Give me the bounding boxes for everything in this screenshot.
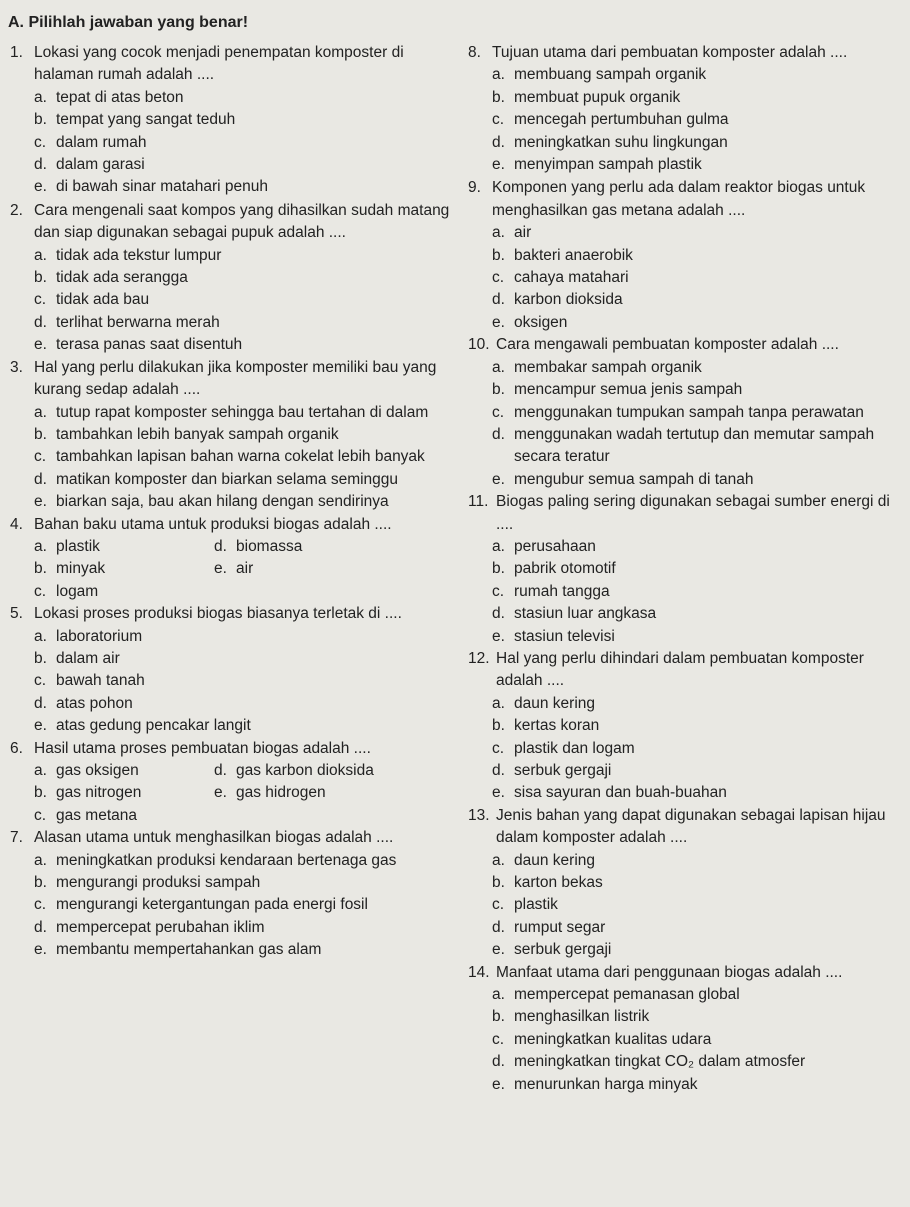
option-letter: d. [492, 605, 505, 623]
option-c[interactable] [492, 1029, 906, 1051]
option-text: meningkatkan tingkat CO₂ dalam atmosfer [514, 1053, 806, 1071]
question-text: Lokasi proses produksi biogas biasanya terletak di .... [34, 605, 402, 623]
option-d[interactable] [492, 917, 906, 939]
option-c[interactable] [34, 289, 450, 311]
option-c[interactable] [492, 581, 906, 603]
option-d[interactable] [34, 312, 450, 334]
option-b[interactable] [34, 109, 450, 131]
option-text: matikan komposter dan biarkan selama seminggu [56, 470, 399, 488]
option-text: sisa sayuran dan buah-buahan [514, 784, 727, 802]
option-letter: b. [34, 649, 47, 667]
option-letter: b. [492, 1008, 505, 1026]
option-e[interactable] [492, 312, 906, 334]
right-column [468, 42, 906, 1096]
option-letter: d. [214, 762, 227, 779]
option-e[interactable] [492, 469, 906, 491]
question-text: Tujuan utama dari pembuatan komposter adalah .... [492, 44, 848, 61]
option-a[interactable] [34, 87, 450, 109]
option-text: tidak ada serangga [56, 269, 188, 287]
option-a[interactable] [492, 357, 906, 379]
option-text: dalam rumah [56, 133, 147, 151]
option-letter: b. [492, 88, 505, 106]
option-letter: b. [34, 874, 47, 892]
question-11 [468, 491, 906, 648]
option-a[interactable] [492, 850, 906, 872]
option-letter: a. [492, 694, 505, 712]
option-b[interactable] [492, 558, 906, 580]
option-text: gas oksigen [56, 762, 139, 779]
option-text: karbon dioksida [514, 291, 623, 309]
option-text: gas hidrogen [236, 784, 326, 802]
option-text: mengurangi ketergantungan pada energi fosil [56, 896, 368, 914]
option-letter: a. [34, 762, 47, 779]
option-c[interactable] [34, 446, 450, 468]
option-a[interactable] [492, 984, 906, 1006]
option-text: oksigen [514, 313, 568, 331]
option-letter: c. [34, 291, 47, 309]
option-letter: a. [492, 986, 505, 1004]
question-number: 13. [468, 806, 490, 824]
option-d[interactable] [34, 693, 450, 715]
option-text: menghasilkan listrik [514, 1008, 650, 1026]
option-e[interactable] [214, 782, 450, 804]
option-letter: e. [34, 336, 47, 354]
left-column [10, 42, 450, 962]
option-b[interactable] [34, 424, 450, 446]
option-letter: a. [34, 537, 47, 555]
option-text: tempat yang sangat teduh [56, 111, 236, 129]
question-8 [468, 42, 906, 176]
option-letter: c. [34, 133, 47, 151]
option-b[interactable] [34, 648, 450, 670]
question-9 [468, 177, 906, 334]
option-a[interactable] [492, 222, 906, 244]
option-a[interactable] [34, 402, 450, 424]
option-letter: d. [492, 762, 505, 779]
option-text: dalam garasi [56, 156, 145, 174]
question-text: Cara mengenali saat kompos yang dihasilkan sudah matang dan siap digunakan sebagai pupuk adalah .... [34, 201, 450, 242]
option-text: gas nitrogen [56, 784, 142, 802]
option-d[interactable] [492, 424, 906, 469]
option-letter: b. [492, 381, 505, 399]
option-b[interactable] [492, 245, 906, 267]
option-a[interactable] [492, 536, 906, 558]
option-text: mengubur semua sampah di tanah [514, 470, 754, 488]
question-number: 9. [468, 179, 481, 197]
option-c[interactable] [492, 267, 906, 289]
option-letter: b. [34, 269, 47, 287]
option-letter: e. [34, 717, 47, 735]
option-letter: c. [492, 739, 505, 757]
option-letter: b. [34, 425, 47, 443]
option-letter: e. [214, 784, 227, 802]
option-letter: d. [34, 156, 47, 174]
question-text: Hasil utama proses pembuatan biogas adalah .... [34, 739, 371, 757]
option-letter: c. [34, 806, 47, 824]
option-letter: a. [34, 851, 47, 869]
option-b[interactable] [492, 379, 906, 401]
option-b[interactable] [34, 267, 450, 289]
option-e[interactable] [492, 939, 906, 961]
option-letter: c. [492, 111, 505, 129]
option-d[interactable] [34, 917, 450, 939]
option-b[interactable] [492, 87, 906, 109]
option-text: mencampur semua jenis sampah [514, 381, 743, 399]
question-text: Hal yang perlu dihindari dalam pembuatan komposter adalah .... [496, 649, 864, 690]
question-number: 1. [10, 44, 23, 61]
option-letter: d. [492, 133, 505, 151]
option-text: terasa panas saat disentuh [56, 336, 243, 354]
option-text: plastik [514, 896, 558, 914]
option-letter: b. [492, 874, 505, 892]
option-letter: e. [34, 178, 47, 196]
option-text: tambahkan lapisan bahan warna cokelat lebih banyak [56, 448, 425, 466]
option-text: karton bekas [514, 874, 603, 892]
option-text: tidak ada tekstur lumpur [56, 246, 222, 264]
option-text: gas karbon dioksida [236, 762, 374, 779]
question-number: 11. [468, 493, 489, 511]
option-letter: e. [492, 627, 505, 645]
option-text: laboratorium [56, 627, 143, 645]
option-letter: e. [214, 560, 227, 578]
option-text: membuat pupuk organik [514, 88, 681, 106]
option-text: membakar sampah organik [514, 358, 702, 376]
option-letter: a. [34, 246, 47, 264]
question-number: 8. [468, 44, 481, 61]
question-12 [468, 648, 906, 805]
question-number: 6. [10, 739, 23, 757]
option-letter: d. [34, 694, 47, 712]
option-text: biomassa [236, 537, 303, 555]
option-letter: e. [492, 470, 505, 488]
option-text: daun kering [514, 851, 596, 869]
option-text: gas metana [56, 806, 137, 824]
question-number: 7. [10, 829, 23, 847]
option-letter: d. [34, 313, 47, 331]
option-text: mencegah pertumbuhan gulma [514, 111, 729, 129]
question-number: 2. [10, 201, 23, 219]
option-letter: c. [34, 582, 47, 600]
option-e[interactable] [34, 334, 450, 356]
option-a[interactable] [492, 64, 906, 86]
question-text: Cara mengawali pembuatan komposter adalah .... [496, 336, 839, 354]
option-text: menyimpan sampah plastik [514, 156, 702, 174]
option-letter: d. [34, 470, 47, 488]
option-text: air [514, 224, 532, 242]
option-letter: c. [34, 448, 47, 466]
option-letter: a. [492, 66, 505, 84]
option-text: meningkatkan suhu lingkungan [514, 133, 728, 151]
option-d[interactable] [214, 536, 450, 558]
option-c[interactable] [34, 132, 450, 154]
option-a[interactable] [34, 536, 214, 558]
option-d[interactable] [492, 760, 906, 782]
option-a[interactable] [34, 850, 450, 872]
option-b[interactable] [492, 872, 906, 894]
option-text: mengurangi produksi sampah [56, 874, 261, 892]
option-letter: b. [492, 246, 505, 264]
option-letter: b. [492, 560, 505, 578]
option-letter: d. [492, 918, 505, 936]
option-letter: c. [34, 672, 47, 690]
option-text: serbuk gergaji [514, 941, 612, 959]
option-letter: c. [492, 896, 505, 914]
question-text: Alasan utama untuk menghasilkan biogas adalah .... [34, 829, 394, 847]
question-13 [468, 805, 906, 962]
option-e[interactable] [492, 782, 906, 804]
option-e[interactable] [34, 939, 450, 961]
option-c[interactable] [34, 670, 450, 692]
option-text: tidak ada bau [56, 291, 150, 309]
option-text: rumah tangga [514, 582, 610, 600]
option-b[interactable] [34, 558, 214, 580]
option-letter: c. [492, 403, 505, 421]
option-b[interactable] [492, 715, 906, 737]
option-letter: d. [492, 291, 505, 309]
question-3 [10, 357, 450, 514]
option-text: tepat di atas beton [56, 88, 184, 106]
option-d[interactable] [34, 154, 450, 176]
option-d[interactable] [492, 603, 906, 625]
option-letter: b. [34, 111, 47, 129]
option-letter: d. [492, 425, 505, 443]
option-text: serbuk gergaji [514, 762, 612, 779]
question-text: Manfaat utama dari penggunaan biogas adalah .... [496, 963, 843, 981]
option-letter: c. [34, 896, 47, 914]
option-text: di bawah sinar matahari penuh [56, 178, 268, 196]
question-6 [10, 738, 450, 828]
option-letter: e. [492, 313, 505, 331]
option-a[interactable] [34, 245, 450, 267]
option-text: plastik [56, 537, 100, 555]
option-b[interactable] [34, 872, 450, 894]
option-text: mempercepat perubahan iklim [56, 918, 265, 936]
option-text: meningkatkan kualitas udara [514, 1030, 712, 1048]
option-text: tambahkan lebih banyak sampah organik [56, 425, 339, 443]
option-d[interactable] [492, 289, 906, 311]
question-text: Jenis bahan yang dapat digunakan sebagai lapisan hijau dalam komposter adalah .... [496, 806, 886, 847]
question-text: Lokasi yang cocok menjadi penempatan komposter di halaman rumah adalah .... [34, 44, 404, 84]
question-14 [468, 962, 906, 1096]
option-text: cahaya matahari [514, 269, 629, 287]
option-text: terlihat berwarna merah [56, 313, 220, 331]
option-b[interactable] [492, 1006, 906, 1028]
option-e[interactable] [34, 715, 450, 737]
option-letter: e. [34, 941, 47, 959]
option-text: membantu mempertahankan gas alam [56, 941, 322, 959]
question-number: 10. [468, 336, 490, 354]
option-letter: a. [492, 537, 505, 555]
option-d[interactable] [214, 760, 450, 782]
question-1 [10, 42, 450, 199]
option-c[interactable] [34, 894, 450, 916]
option-letter: e. [492, 784, 505, 802]
question-5 [10, 603, 450, 737]
question-7 [10, 827, 450, 961]
option-text: perusahaan [514, 537, 596, 555]
option-text: pabrik otomotif [514, 560, 616, 578]
option-letter: d. [34, 918, 47, 936]
option-letter: a. [492, 358, 505, 376]
question-2 [10, 200, 450, 357]
option-text: atas pohon [56, 694, 133, 712]
option-c[interactable] [492, 402, 906, 424]
option-text: rumput segar [514, 918, 606, 936]
question-4 [10, 514, 450, 604]
option-e[interactable] [34, 176, 450, 198]
option-text: dalam air [56, 649, 120, 667]
option-e[interactable] [492, 626, 906, 648]
option-c[interactable] [492, 738, 906, 760]
option-text: mempercepat pemanasan global [514, 986, 740, 1004]
option-letter: a. [34, 403, 47, 421]
option-letter: b. [34, 784, 47, 802]
option-letter: e. [492, 941, 505, 959]
option-a[interactable] [34, 760, 214, 782]
option-c[interactable] [34, 581, 214, 603]
option-text: menurunkan harga minyak [514, 1075, 698, 1093]
option-d[interactable] [492, 132, 906, 154]
option-text: bakteri anaerobik [514, 246, 633, 264]
option-text: membuang sampah organik [514, 66, 707, 84]
option-text: minyak [56, 560, 106, 578]
option-letter: d. [492, 1053, 505, 1071]
option-a[interactable] [34, 626, 450, 648]
option-e[interactable] [34, 491, 450, 513]
option-letter: e. [492, 1075, 505, 1093]
question-number: 5. [10, 605, 23, 623]
option-letter: b. [34, 560, 47, 578]
question-text: Biogas paling sering digunakan sebagai sumber energi di .... [496, 493, 890, 533]
question-text: Komponen yang perlu ada dalam reaktor biogas untuk menghasilkan gas metana adalah .... [492, 179, 866, 219]
option-text: bawah tanah [56, 672, 145, 690]
question-text: Bahan baku utama untuk produksi biogas adalah .... [34, 515, 392, 533]
option-letter: c. [492, 1030, 505, 1048]
option-text: air [236, 560, 254, 578]
option-letter: a. [492, 224, 505, 242]
option-text: meningkatkan produksi kendaraan bertenaga gas [56, 851, 397, 869]
option-text: atas gedung pencakar langit [56, 717, 251, 735]
option-letter: e. [34, 493, 47, 511]
option-text: biarkan saja, bau akan hilang dengan sendirinya [56, 493, 389, 511]
option-a[interactable] [492, 693, 906, 715]
option-e[interactable] [214, 558, 450, 580]
option-b[interactable] [34, 782, 214, 804]
option-c[interactable] [492, 894, 906, 916]
option-e[interactable] [492, 154, 906, 176]
option-letter: d. [214, 537, 227, 555]
option-letter: c. [492, 582, 505, 600]
question-number: 12. [468, 649, 490, 667]
question-text: Hal yang perlu dilakukan jika komposter memiliki bau yang kurang sedap adalah .... [34, 358, 437, 399]
option-text: daun kering [514, 694, 596, 712]
question-10 [468, 334, 906, 491]
option-text: stasiun televisi [514, 627, 615, 645]
option-text: plastik dan logam [514, 739, 635, 757]
option-d[interactable] [34, 469, 450, 491]
question-number: 14. [468, 963, 490, 981]
question-number: 3. [10, 358, 23, 376]
option-d[interactable] [492, 1051, 906, 1073]
option-letter: a. [492, 851, 505, 869]
option-c[interactable] [34, 805, 214, 827]
option-letter: c. [492, 269, 505, 287]
section-title: A. Pilihlah jawaban yang benar! [8, 14, 249, 31]
option-letter: e. [492, 156, 505, 174]
option-c[interactable] [492, 109, 906, 131]
option-text: logam [56, 582, 99, 600]
option-e[interactable] [492, 1074, 906, 1096]
option-text: stasiun luar angkasa [514, 605, 657, 623]
option-text: menggunakan wadah tertutup dan memutar sampah secara teratur [514, 425, 875, 466]
option-text: tutup rapat komposter sehingga bau tertahan di dalam [56, 403, 429, 421]
option-text: menggunakan tumpukan sampah tanpa perawatan [514, 403, 864, 421]
option-text: kertas koran [514, 717, 600, 735]
question-number: 4. [10, 515, 23, 533]
option-letter: a. [34, 627, 47, 645]
option-letter: b. [492, 717, 505, 735]
option-letter: a. [34, 88, 47, 106]
